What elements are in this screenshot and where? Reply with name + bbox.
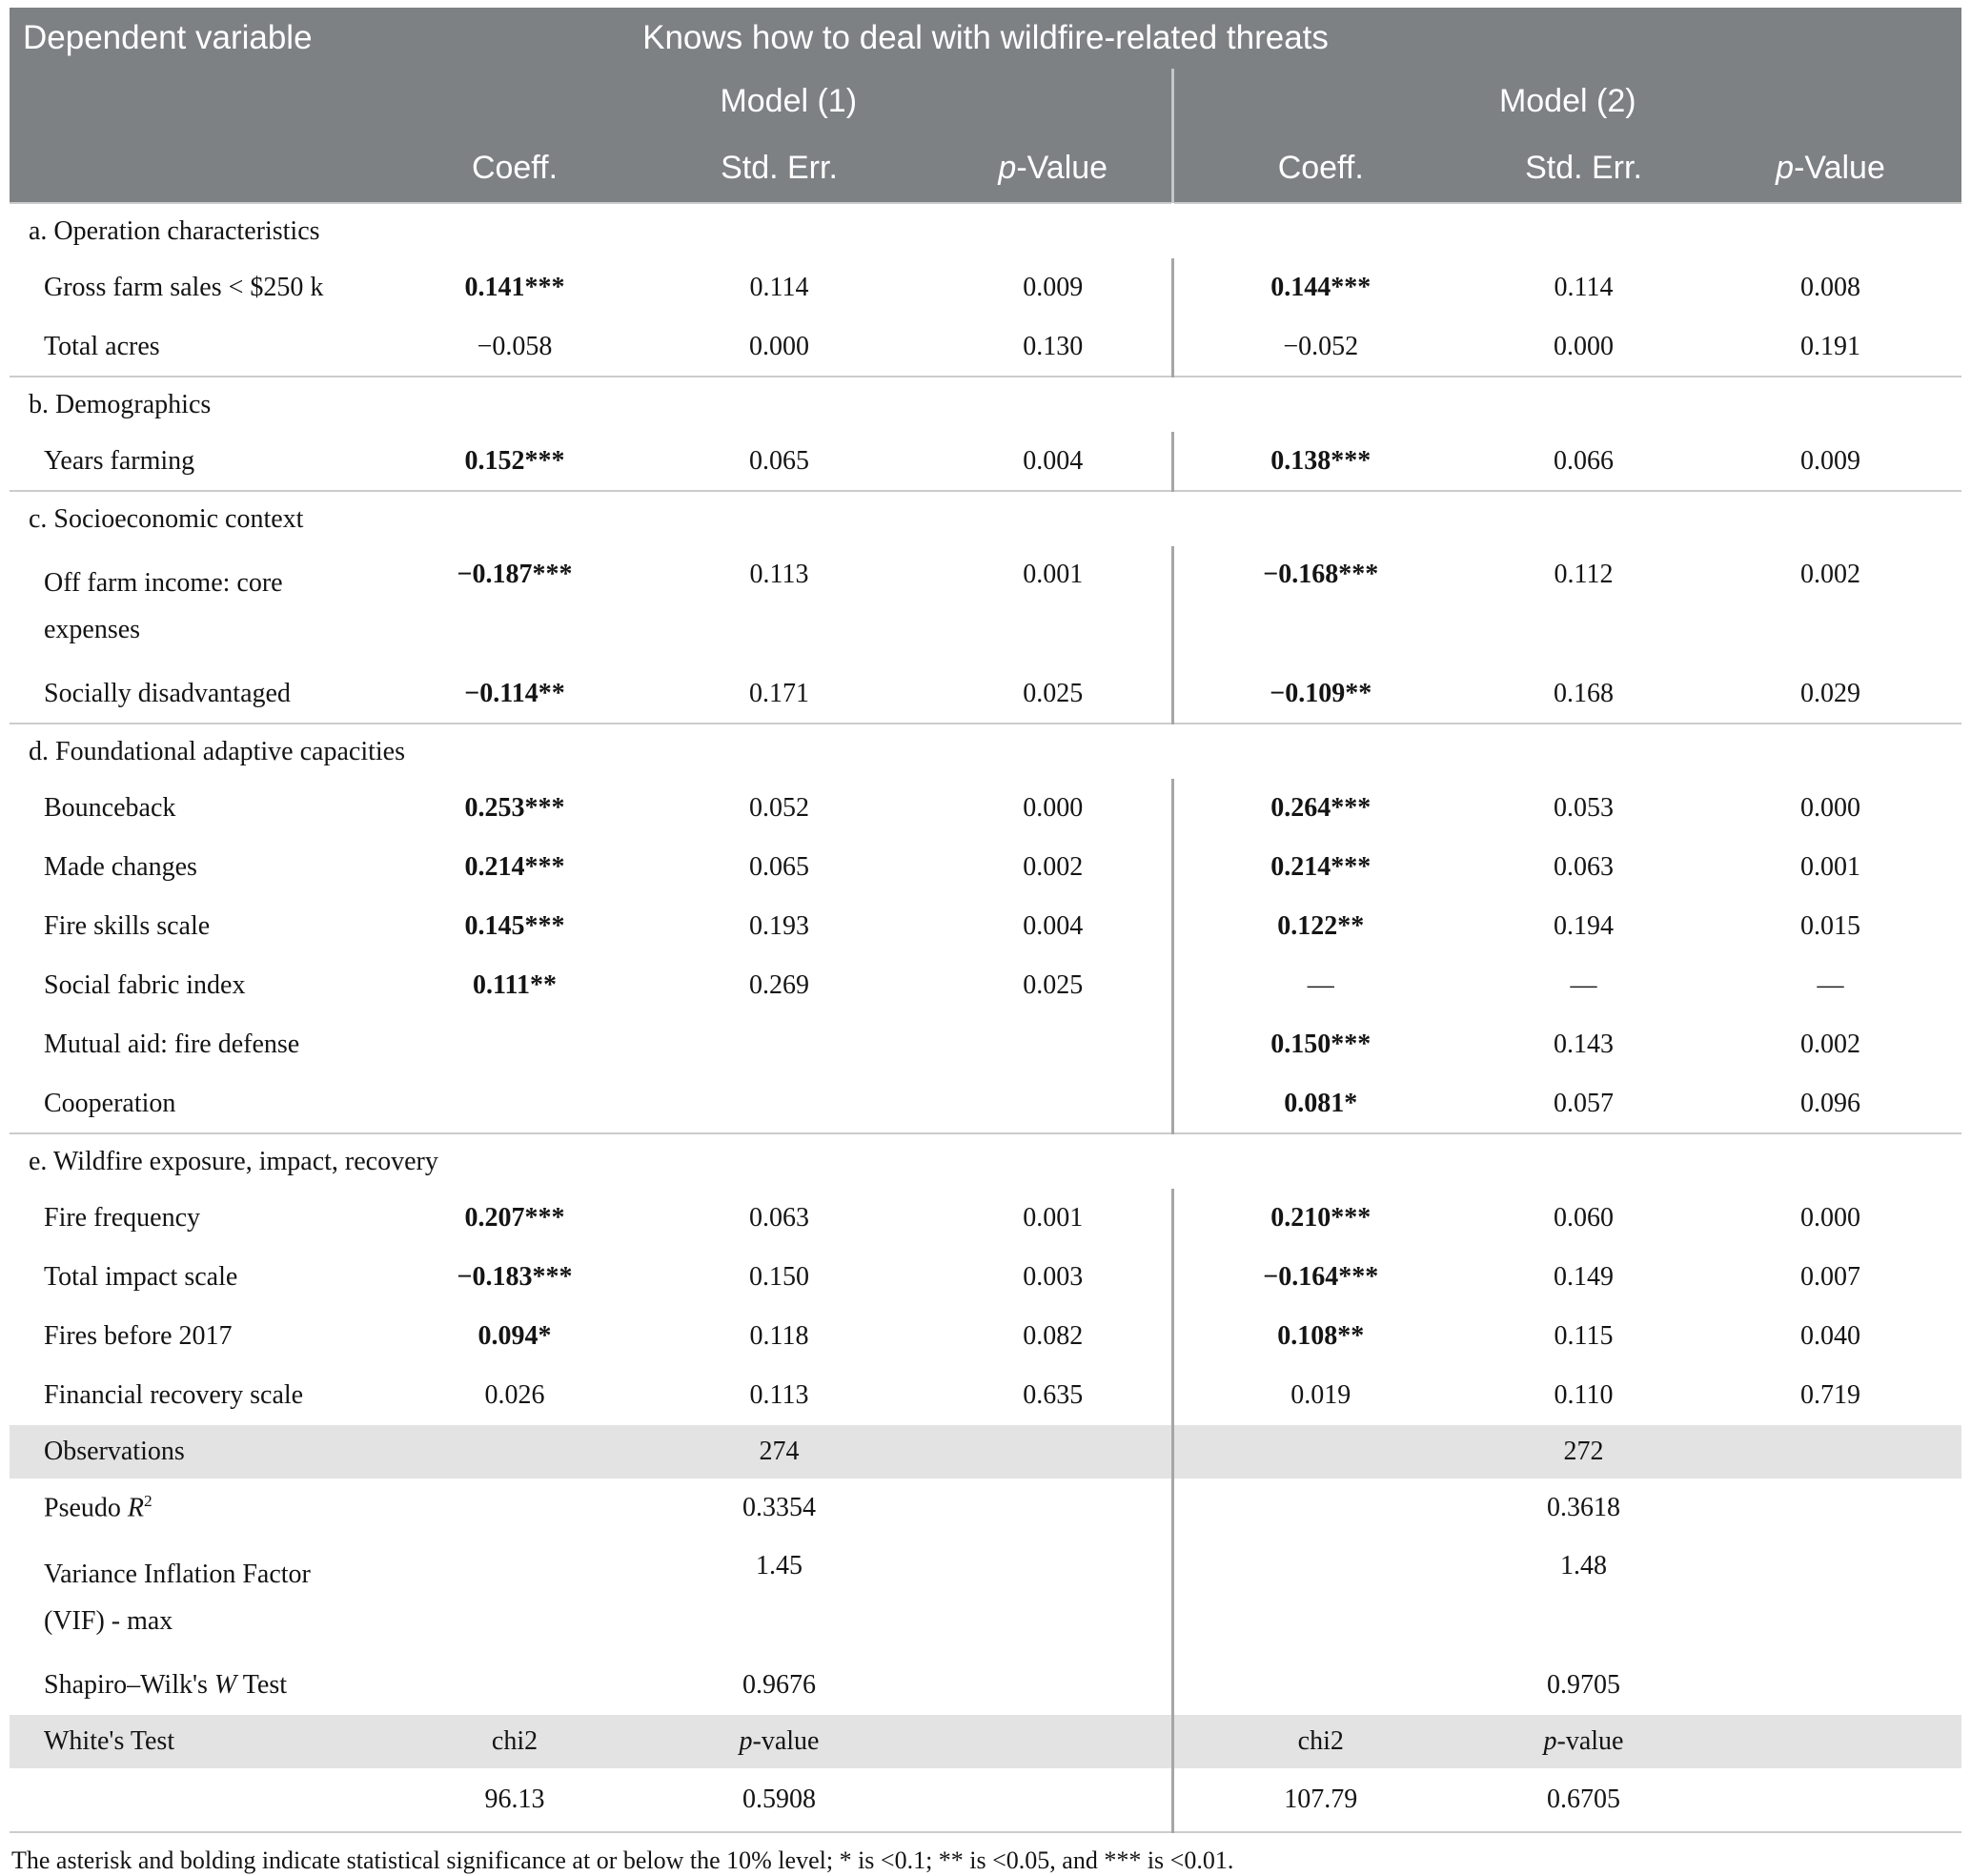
- table-row: [10, 317, 1961, 377]
- whites-pvalue-m2: 0.6705: [1468, 1768, 1699, 1832]
- row-label: Bounceback: [44, 793, 176, 823]
- pvalue-cell-m1: 0.004: [1023, 445, 1084, 476]
- section-header: a. Operation characteristics: [10, 203, 1961, 258]
- pvalue-cell-m1: 0.002: [1023, 852, 1084, 882]
- stderr-cell-m2: 0.112: [1554, 560, 1614, 589]
- header-spacer: [10, 69, 406, 133]
- row-label: Fire skills scale: [44, 911, 211, 941]
- row-label: [10, 1656, 406, 1715]
- vif-m2: 1.48: [1560, 1551, 1607, 1580]
- stderr-column-header-m2: Std. Err.: [1468, 133, 1699, 203]
- empty-cell: [406, 1425, 623, 1478]
- stderr-cell-m2: 0.000: [1554, 331, 1614, 361]
- coeff-cell-m2: —: [1172, 956, 1468, 1015]
- empty-cell: [406, 1015, 623, 1074]
- table-row: [10, 779, 1961, 838]
- header-row-models: [10, 69, 1961, 133]
- shapiro-prefix: Shapiro–Wilk's: [44, 1670, 214, 1700]
- table-row: [10, 1366, 1961, 1425]
- empty-cell: [935, 1015, 1172, 1074]
- table-row: [10, 1074, 1961, 1133]
- stderr-cell-m2: 0.053: [1554, 793, 1614, 823]
- pvalue-column-header-m2: p-Value: [1699, 133, 1961, 203]
- section-header: c. Socioeconomic context: [10, 491, 1961, 546]
- table-row: [10, 546, 1961, 664]
- empty-cell: [1699, 1768, 1961, 1832]
- coeff-cell-m1: 0.253***: [464, 793, 565, 823]
- empty-cell: [1699, 1478, 1961, 1538]
- dependent-variable-label: Dependent variable: [23, 19, 313, 56]
- coeff-cell-m1: 0.094*: [478, 1321, 552, 1351]
- table-row: [10, 1248, 1961, 1307]
- coeff-cell-m2: 0.108**: [1172, 1307, 1468, 1366]
- coeff-cell-m2: −0.168***: [1172, 546, 1468, 664]
- coeff-cell-m2: 0.138***: [1172, 432, 1468, 491]
- whites-chi2-label-m1: chi2: [406, 1715, 623, 1768]
- header-row-title: [10, 8, 1961, 69]
- stderr-cell-m1: 0.193: [749, 911, 809, 941]
- pvalue-column-header-m1: p-Value: [935, 133, 1172, 203]
- coeff-cell-m2: −0.052: [1172, 317, 1468, 377]
- stderr-cell-m2: 0.060: [1554, 1203, 1614, 1233]
- section-header: d. Foundational adaptive capacities: [10, 724, 1961, 779]
- empty-cell: [1699, 1538, 1961, 1656]
- empty-cell: [1172, 1538, 1468, 1656]
- empty-cell: [406, 1656, 623, 1715]
- section-row: [10, 203, 1961, 258]
- pvalue-cell-m2: 0.002: [1800, 560, 1861, 589]
- pvalue-cell-m2: 0.001: [1800, 852, 1861, 882]
- coeff-cell-m2: 0.122**: [1172, 897, 1468, 956]
- coeff-cell-m2: 0.144***: [1172, 258, 1468, 317]
- table-row: [10, 838, 1961, 897]
- table-footnote: The asterisk and bolding indicate statistical significance at or below the 10% level; * is <0.1; ** is <0.05, and *** is <0.01.: [11, 1846, 1234, 1874]
- empty-cell: [935, 1538, 1172, 1656]
- row-label: Total acres: [44, 331, 160, 361]
- empty-cell: [935, 1074, 1172, 1133]
- pvalue-cell-m1: 0.635: [1023, 1380, 1084, 1410]
- row-label-line: expenses: [44, 615, 141, 644]
- empty-cell: [406, 1538, 623, 1656]
- stderr-cell-m1: 0.000: [749, 331, 809, 361]
- pvalue-cell-m2: 0.040: [1800, 1321, 1861, 1351]
- coeff-cell-m1: −0.187***: [457, 560, 573, 589]
- stderr-cell-m2: 0.194: [1554, 911, 1614, 941]
- stderr-cell-m1: 0.150: [749, 1262, 809, 1292]
- coeff-cell-m1: 0.026: [484, 1380, 545, 1410]
- pseudo-r2-sup: 2: [144, 1492, 152, 1511]
- pseudo-r2-row: [10, 1478, 1961, 1538]
- coeff-cell-m1: −0.183***: [457, 1262, 573, 1292]
- coeff-cell-m2: 0.150***: [1172, 1015, 1468, 1074]
- coeff-cell-m2: 0.019: [1172, 1366, 1468, 1425]
- row-label: Fires before 2017: [44, 1321, 233, 1351]
- stderr-cell-m1: 0.065: [749, 445, 809, 476]
- pvalue-cell-m2: 0.029: [1800, 678, 1861, 708]
- empty-cell: [1172, 1478, 1468, 1538]
- header-spacer: [10, 133, 406, 203]
- stderr-cell-m2: 0.114: [1554, 273, 1614, 302]
- table-body: [10, 203, 1961, 1832]
- empty-cell: [10, 1768, 406, 1832]
- vif-label-line: Variance Inflation Factor: [44, 1560, 311, 1589]
- empty-cell: [1172, 1425, 1468, 1478]
- empty-cell: [1699, 1425, 1961, 1478]
- empty-cell: [935, 1425, 1172, 1478]
- pvalue-cell-m2: 0.009: [1800, 445, 1861, 476]
- pvalue-cell-m2: 0.191: [1800, 331, 1861, 361]
- coeff-cell-m1: 0.152***: [464, 445, 565, 476]
- coeff-cell-m2: 0.210***: [1172, 1189, 1468, 1248]
- header-row-columns: [10, 133, 1961, 203]
- stderr-cell-m1: 0.052: [749, 793, 809, 823]
- shapiro-m2: 0.9705: [1547, 1670, 1620, 1700]
- pseudo-r2-m2: 0.3618: [1547, 1493, 1620, 1522]
- row-label-line: Off farm income: core: [44, 568, 283, 598]
- row-label: Social fabric index: [44, 970, 246, 1000]
- row-label: Mutual aid: fire defense: [44, 1030, 300, 1059]
- pvalue-cell-m1: 0.130: [1023, 331, 1084, 361]
- pvalue-cell-m1: 0.025: [1023, 970, 1084, 1000]
- coeff-cell-m2: 0.214***: [1172, 838, 1468, 897]
- coeff-cell-m1: −0.114**: [464, 678, 565, 708]
- row-label: Fire frequency: [44, 1203, 201, 1233]
- whites-test-header-row: [10, 1715, 1961, 1768]
- empty-cell: [406, 1478, 623, 1538]
- section-row: [10, 377, 1961, 432]
- stderr-cell-m2: 0.143: [1554, 1030, 1614, 1059]
- vif-label-line: (VIF) - max: [44, 1606, 173, 1636]
- coeff-cell-m1: 0.214***: [464, 852, 565, 882]
- stderr-cell-m1: 0.113: [749, 1380, 809, 1410]
- stderr-cell-m2: 0.110: [1554, 1380, 1614, 1410]
- row-label: [10, 546, 406, 664]
- stderr-cell-m1: 0.171: [749, 678, 809, 708]
- table-row: [10, 664, 1961, 724]
- table-row: [10, 956, 1961, 1015]
- section-row: [10, 491, 1961, 546]
- row-label: [10, 1538, 406, 1656]
- stderr-cell-m2: 0.066: [1554, 445, 1614, 476]
- model-1-header: Model (1): [406, 69, 1172, 133]
- coeff-column-header-m2: Coeff.: [1172, 133, 1468, 203]
- row-label: Observations: [10, 1425, 406, 1478]
- empty-cell: [623, 1074, 935, 1133]
- vif-row: [10, 1538, 1961, 1656]
- pvalue-cell-m2: —: [1817, 970, 1844, 1000]
- table-row: [10, 1189, 1961, 1248]
- observations-m2: 272: [1468, 1425, 1699, 1478]
- pvalue-cell-m2: 0.002: [1800, 1030, 1861, 1059]
- table-row: [10, 1307, 1961, 1366]
- table-header: [10, 8, 1961, 203]
- section-row: [10, 1133, 1961, 1189]
- empty-cell: [1699, 1656, 1961, 1715]
- row-label: Total impact scale: [44, 1262, 238, 1292]
- whites-pvalue-label-m2: p-value: [1468, 1715, 1699, 1768]
- stderr-column-header-m1: Std. Err.: [623, 133, 935, 203]
- empty-cell: [935, 1478, 1172, 1538]
- shapiro-symbol: W: [213, 1670, 237, 1700]
- stderr-cell-m2: 0.057: [1554, 1088, 1614, 1118]
- empty-cell: [1699, 1715, 1961, 1768]
- empty-cell: [623, 1015, 935, 1074]
- table-row: [10, 258, 1961, 317]
- results-table: [10, 8, 1961, 1833]
- empty-cell: [935, 1768, 1172, 1832]
- whites-chi2-label-m2: chi2: [1172, 1715, 1468, 1768]
- coeff-cell-m2: 0.081*: [1172, 1074, 1468, 1133]
- empty-cell: [406, 1074, 623, 1133]
- pvalue-cell-m2: 0.015: [1800, 911, 1861, 941]
- empty-cell: [935, 1656, 1172, 1715]
- coeff-cell-m1: 0.145***: [464, 911, 565, 941]
- stderr-cell-m1: 0.113: [749, 560, 809, 589]
- whites-test-values-row: [10, 1768, 1961, 1832]
- pvalue-cell-m1: 0.004: [1023, 911, 1084, 941]
- row-label: Gross farm sales < $250 k: [44, 273, 324, 302]
- stderr-cell-m2: 0.149: [1554, 1262, 1614, 1292]
- pvalue-cell-m2: 0.096: [1800, 1088, 1861, 1118]
- pseudo-r2-m1: 0.3354: [742, 1493, 816, 1522]
- pseudo-r2-symbol: R: [127, 1493, 145, 1523]
- whites-chi2-m2: 107.79: [1172, 1768, 1468, 1832]
- stderr-cell-m1: 0.114: [749, 273, 809, 302]
- row-label: Financial recovery scale: [44, 1380, 304, 1410]
- coeff-cell-m2: 0.264***: [1172, 779, 1468, 838]
- empty-cell: [935, 1715, 1172, 1768]
- pvalue-cell-m1: 0.003: [1023, 1262, 1084, 1292]
- pvalue-cell-m2: 0.007: [1800, 1262, 1861, 1292]
- vif-m1: 1.45: [756, 1551, 803, 1580]
- stderr-cell-m1: 0.118: [749, 1321, 809, 1351]
- table-row: [10, 432, 1961, 491]
- pvalue-cell-m1: 0.001: [1023, 560, 1084, 589]
- pvalue-cell-m2: 0.008: [1800, 273, 1861, 302]
- table-row: [10, 1015, 1961, 1074]
- row-label: Cooperation: [44, 1088, 176, 1118]
- pvalue-cell-m1: 0.009: [1023, 273, 1084, 302]
- coeff-cell-m2: −0.164***: [1172, 1248, 1468, 1307]
- pvalue-cell-m2: 0.719: [1800, 1380, 1861, 1410]
- whites-pvalue-label-m1: p-value: [623, 1715, 935, 1768]
- stderr-cell-m2: 0.063: [1554, 852, 1614, 882]
- shapiro-suffix: Test: [236, 1670, 287, 1700]
- pvalue-cell-m1: 0.082: [1023, 1321, 1084, 1351]
- coeff-cell-m1: −0.058: [477, 331, 553, 361]
- row-label: Made changes: [44, 852, 197, 882]
- coeff-cell-m1: 0.141***: [464, 273, 565, 302]
- table-row: [10, 897, 1961, 956]
- row-label: Years farming: [44, 445, 195, 476]
- coeff-cell-m2: −0.109**: [1172, 664, 1468, 724]
- empty-cell: [1172, 1656, 1468, 1715]
- pvalue-cell-m1: 0.001: [1023, 1203, 1084, 1233]
- coeff-column-header-m1: Coeff.: [406, 133, 623, 203]
- stderr-cell-m1: 0.063: [749, 1203, 809, 1233]
- pvalue-cell-m1: 0.000: [1023, 793, 1084, 823]
- row-label: [10, 1478, 406, 1538]
- section-header: e. Wildfire exposure, impact, recovery: [10, 1133, 1961, 1189]
- stderr-cell-m2: 0.168: [1554, 678, 1614, 708]
- coeff-cell-m1: 0.111**: [473, 970, 557, 1000]
- pvalue-cell-m2: 0.000: [1800, 793, 1861, 823]
- section-row: [10, 724, 1961, 779]
- observations-m1: 274: [623, 1425, 935, 1478]
- stderr-cell-m1: 0.065: [749, 852, 809, 882]
- stderr-cell-m1: 0.269: [749, 970, 809, 1000]
- whites-chi2-m1: 96.13: [406, 1768, 623, 1832]
- observations-row: [10, 1425, 1961, 1478]
- shapiro-m1: 0.9676: [742, 1670, 816, 1700]
- model-2-header: Model (2): [1172, 69, 1961, 133]
- pvalue-cell-m2: 0.000: [1800, 1203, 1861, 1233]
- pvalue-cell-m1: 0.025: [1023, 678, 1084, 708]
- coeff-cell-m1: 0.207***: [464, 1203, 565, 1233]
- stderr-cell-m2: —: [1570, 970, 1597, 1000]
- row-label: White's Test: [10, 1715, 406, 1768]
- stderr-cell-m2: 0.115: [1554, 1321, 1614, 1351]
- header-title-cell: [10, 8, 1961, 69]
- whites-pvalue-m1: 0.5908: [623, 1768, 935, 1832]
- shapiro-wilk-row: [10, 1656, 1961, 1715]
- dependent-variable-title: Knows how to deal with wildfire-related threats: [642, 19, 1329, 56]
- pseudo-r2-prefix: Pseudo: [44, 1493, 128, 1523]
- row-label: Socially disadvantaged: [44, 678, 291, 708]
- section-header: b. Demographics: [10, 377, 1961, 432]
